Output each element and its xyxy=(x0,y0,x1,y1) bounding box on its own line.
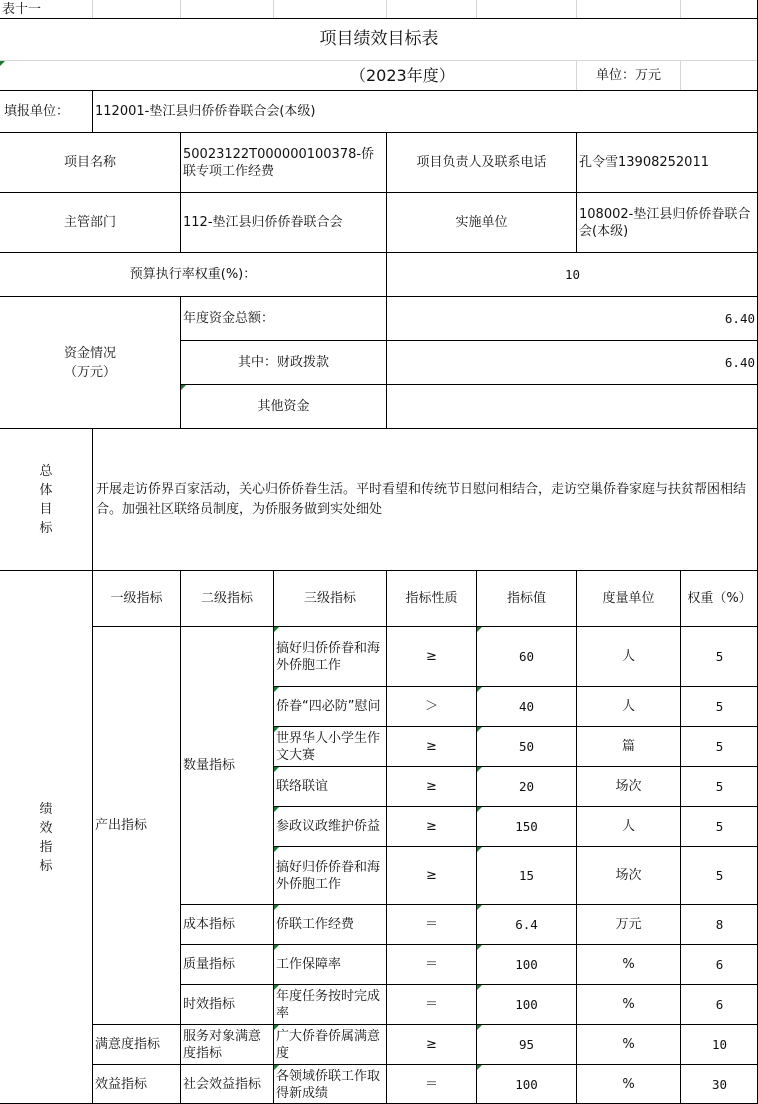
indicator-operator: ≥ xyxy=(386,626,476,686)
level1-indicator: 产出指标 xyxy=(92,626,180,1024)
level2-indicator: 质量指标 xyxy=(180,944,273,984)
indicator-unit: % xyxy=(576,1024,680,1064)
level2-indicator: 社会效益指标 xyxy=(180,1064,273,1104)
budget-weight-value: 10 xyxy=(386,252,758,296)
goal-label-char: 标 xyxy=(39,520,53,536)
indicator-name: 侨联工作经费 xyxy=(273,904,386,944)
indicator-value: 60 xyxy=(476,626,576,686)
perf-header-2: 二级指标 xyxy=(180,570,273,626)
indicator-name: 搞好归侨侨眷和海外侨胞工作 xyxy=(273,626,386,686)
indicator-operator: ≥ xyxy=(386,846,476,904)
empty-cell xyxy=(386,0,476,18)
indicator-unit: 场次 xyxy=(576,846,680,904)
level2-indicator: 时效指标 xyxy=(180,984,273,1024)
dept-value: 112-垫江县归侨侨眷联合会 xyxy=(180,192,386,252)
empty-cell xyxy=(576,0,680,18)
perf-label-char: 效 xyxy=(39,820,53,836)
indicator-unit: 场次 xyxy=(576,766,680,806)
indicator-value: 40 xyxy=(476,686,576,726)
indicator-name: 参政议政维护侨益 xyxy=(273,806,386,846)
goal-label-char: 体 xyxy=(39,482,53,498)
indicator-weight: 5 xyxy=(680,766,758,806)
funds-fiscal-label: 其中：财政拨款 xyxy=(180,340,386,384)
indicator-unit: % xyxy=(576,944,680,984)
indicator-weight: 5 xyxy=(680,806,758,846)
perf-header-5: 指标值 xyxy=(476,570,576,626)
indicator-operator: ＝ xyxy=(386,1064,476,1104)
perf-header-1: 一级指标 xyxy=(92,570,180,626)
impl-label: 实施单位 xyxy=(386,192,576,252)
indicator-value: 15 xyxy=(476,846,576,904)
indicator-value: 150 xyxy=(476,806,576,846)
indicator-value: 100 xyxy=(476,984,576,1024)
indicator-name: 世界华人小学生作文大赛 xyxy=(273,726,386,766)
funds-other-value xyxy=(386,384,758,428)
level2-indicator: 服务对象满意度指标 xyxy=(180,1024,273,1064)
indicator-name: 年度任务按时完成率 xyxy=(273,984,386,1024)
indicator-value: 95 xyxy=(476,1024,576,1064)
indicator-unit: % xyxy=(576,984,680,1024)
funds-label-line2: （万元） xyxy=(63,364,116,380)
indicator-value: 6.4 xyxy=(476,904,576,944)
empty-cell xyxy=(273,0,386,18)
funds-other-label: 其他资金 xyxy=(180,384,386,428)
goal-label-char: 总 xyxy=(39,463,53,479)
indicator-weight: 5 xyxy=(680,686,758,726)
indicator-name: 各领域侨联工作取得新成绩 xyxy=(273,1064,386,1104)
indicator-operator: ＝ xyxy=(386,984,476,1024)
indicator-operator: ＝ xyxy=(386,904,476,944)
empty-cell xyxy=(680,0,758,18)
indicator-weight: 5 xyxy=(680,846,758,904)
indicator-name: 联络联谊 xyxy=(273,766,386,806)
indicator-weight: 5 xyxy=(680,626,758,686)
indicator-weight: 6 xyxy=(680,984,758,1024)
perf-header-3: 三级指标 xyxy=(273,570,386,626)
filler-label: 填报单位： xyxy=(0,90,92,132)
indicator-value: 50 xyxy=(476,726,576,766)
indicator-weight: 5 xyxy=(680,726,758,766)
indicator-operator: ≥ xyxy=(386,1024,476,1064)
dept-label: 主管部门 xyxy=(0,192,180,252)
unit-label: 单位：万元 xyxy=(576,60,680,90)
indicator-weight: 6 xyxy=(680,944,758,984)
indicator-operator: ＞ xyxy=(386,686,476,726)
indicator-name: 工作保障率 xyxy=(273,944,386,984)
goal-label xyxy=(0,428,92,570)
level2-indicator: 数量指标 xyxy=(180,626,273,904)
perf-label-char: 标 xyxy=(39,858,53,874)
indicator-unit: 万元 xyxy=(576,904,680,944)
sheet-label: 表十一 xyxy=(2,1,42,17)
indicator-value: 20 xyxy=(476,766,576,806)
indicator-name: 侨眷“四必防”慰问 xyxy=(273,686,386,726)
goal-label-char: 目 xyxy=(39,501,53,517)
perf-label-char: 绩 xyxy=(39,801,53,817)
funds-total-label: 年度资金总额： xyxy=(180,296,386,340)
goal-text: 开展走访侨界百家活动，关心归侨侨眷生活。平时看望和传统节日慰问相结合，走访空巢侨眷家庭与扶贫帮困相结合。加强社区联络员制度，为侨服务做到实处细处 xyxy=(92,428,758,570)
perf-header-6: 度量单位 xyxy=(576,570,680,626)
funds-total-value: 6.40 xyxy=(386,296,758,340)
project-leader-label: 项目负责人及联系电话 xyxy=(386,132,576,192)
project-leader-value: 孔令雪13908252011 xyxy=(576,132,758,192)
filler-value: 112001-垫江县归侨侨眷联合会(本级) xyxy=(92,90,758,132)
empty-cell xyxy=(476,0,576,18)
level1-indicator: 满意度指标 xyxy=(92,1024,180,1064)
indicator-unit: 人 xyxy=(576,686,680,726)
indicator-value: 100 xyxy=(476,1064,576,1104)
budget-weight-label: 预算执行率权重(%)： xyxy=(0,252,386,296)
indicator-value: 100 xyxy=(476,944,576,984)
indicator-unit: % xyxy=(576,1064,680,1104)
level2-indicator: 成本指标 xyxy=(180,904,273,944)
impl-value: 108002-垫江县归侨侨眷联合会(本级) xyxy=(576,192,758,252)
indicator-weight: 30 xyxy=(680,1064,758,1104)
project-name-label: 项目名称 xyxy=(0,132,180,192)
indicator-weight: 10 xyxy=(680,1024,758,1064)
perf-label xyxy=(0,570,92,1104)
project-name-value: 50023122T000000100378-侨联专项工作经费 xyxy=(180,132,386,192)
indicator-operator: ≥ xyxy=(386,806,476,846)
indicator-operator: ≥ xyxy=(386,766,476,806)
perf-label-char: 指 xyxy=(39,839,53,855)
funds-fiscal-value: 6.40 xyxy=(386,340,758,384)
indicator-name: 搞好归侨侨眷和海外侨胞工作 xyxy=(273,846,386,904)
empty-cell xyxy=(180,0,273,18)
indicator-operator: ≥ xyxy=(386,726,476,766)
indicator-name: 广大侨眷侨属满意度 xyxy=(273,1024,386,1064)
year-cell xyxy=(0,60,576,90)
funds-label-line1: 资金情况 xyxy=(63,345,116,361)
perf-header-7: 权重（%） xyxy=(680,570,758,626)
perf-header-4: 指标性质 xyxy=(386,570,476,626)
empty-cell xyxy=(92,0,180,18)
level1-indicator: 效益指标 xyxy=(92,1064,180,1104)
indicator-operator: ＝ xyxy=(386,944,476,984)
indicator-unit: 人 xyxy=(576,806,680,846)
indicator-unit: 人 xyxy=(576,626,680,686)
funds-label xyxy=(0,296,180,428)
page-title: 项目绩效目标表 xyxy=(0,18,758,60)
year-label: （2023年度） xyxy=(350,66,455,85)
indicator-unit: 篇 xyxy=(576,726,680,766)
empty-cell xyxy=(680,60,758,90)
indicator-weight: 8 xyxy=(680,904,758,944)
